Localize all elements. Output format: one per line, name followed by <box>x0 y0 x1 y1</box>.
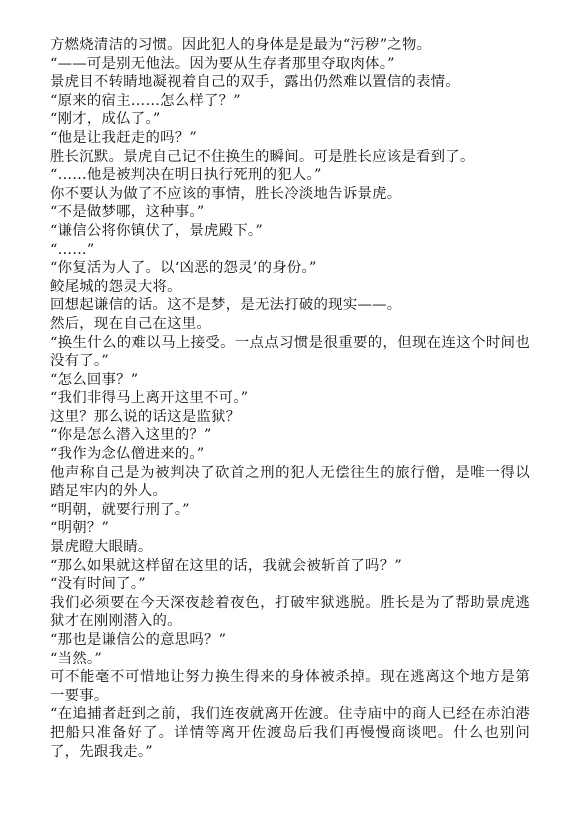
paragraph: “换生什么的难以马上接受。一点点习惯是很重要的，但现在连这个时间也没有了。” <box>50 334 530 370</box>
paragraph: 可不能毫不可惜地让努力换生得来的身体被杀掉。现在逃离这个地方是第一要事。 <box>50 669 530 704</box>
paragraph: 鲛尾城的怨灵大将。 <box>50 278 182 295</box>
paragraph: “刚才，成仏了。” <box>50 111 161 128</box>
paragraph: “谦信公将你镇伏了，景虎殿下。” <box>50 222 263 239</box>
paragraph: 你不要认为做了不应该的事情，胜长冷淡地告诉景虎。 <box>50 185 402 202</box>
paragraph: 回想起谦信的话。这不是梦，是无法打破的现实——。 <box>50 297 402 314</box>
paragraph: “没有时间了。” <box>50 576 146 593</box>
paragraph: “我作为念仏僧进来的。” <box>50 446 205 463</box>
paragraph: 这里？那么说的话这是监狱？ <box>50 408 241 425</box>
paragraph: “那也是谦信公的意思吗？” <box>50 632 227 648</box>
paragraph: “你复活为人了。以‘凶恶的怨灵’的身份。” <box>50 260 317 277</box>
paragraph: “怎么回事？” <box>50 371 139 388</box>
paragraph: 胜长沉默。景虎自己记不住换生的瞬间。可是胜长应该是看到了。 <box>50 148 475 165</box>
document-page <box>50 36 530 761</box>
paragraph: 然后，现在自己在这里。 <box>50 315 212 332</box>
paragraph: “明朝？” <box>50 520 110 537</box>
paragraph: “原来的宿主……怎么样了？” <box>50 92 241 109</box>
paragraph: “明朝，就要行刑了。” <box>50 501 190 518</box>
paragraph: “当然。” <box>50 650 102 667</box>
paragraph: “我们非得马上离开这里不可。” <box>50 390 249 407</box>
paragraph: 景虎目不转睛地凝视着自己的双手，露出仍然难以置信的表情。 <box>50 74 460 91</box>
paragraph: “——可是别无他法。因为要从生存者那里夺取肉体。” <box>50 55 395 72</box>
paragraph: “他是让我赶走的吗？” <box>50 129 197 146</box>
paragraph: “在追捕者赶到之前，我们连夜就离开佐渡。住寺庙中的商人已经在赤泊港把船只准备好了。详情等离开佐渡岛后我们再慢慢商谈吧。什么也别问了，先跟我走。” <box>50 706 530 760</box>
paragraph: 方燃烧清洁的习惯。因此犯人的身体是是最为“污秽”之物。 <box>50 37 432 53</box>
paragraph: “你是怎么潜入这里的？” <box>50 427 212 444</box>
paragraph: 我们必须要在今天深夜趁着夜色，打破牢狱逃脱。胜长是为了帮助景虎逃狱才在刚刚潜入的。 <box>50 594 530 630</box>
paragraph: “不是做梦哪，这种事。” <box>50 204 205 221</box>
paragraph: “……” <box>50 241 95 258</box>
paragraph: 他声称自己是为被判决了砍首之刑的犯人无偿往生的旅行僧，是唯一得以踏足牢内的外人。 <box>50 464 530 500</box>
paragraph: 景虎瞪大眼睛。 <box>50 539 153 556</box>
paragraph: “那么如果就这样留在这里的话，我就会被斩首了吗？” <box>50 557 402 574</box>
paragraph: “……他是被判决在明日执行死刑的犯人。” <box>50 167 322 184</box>
